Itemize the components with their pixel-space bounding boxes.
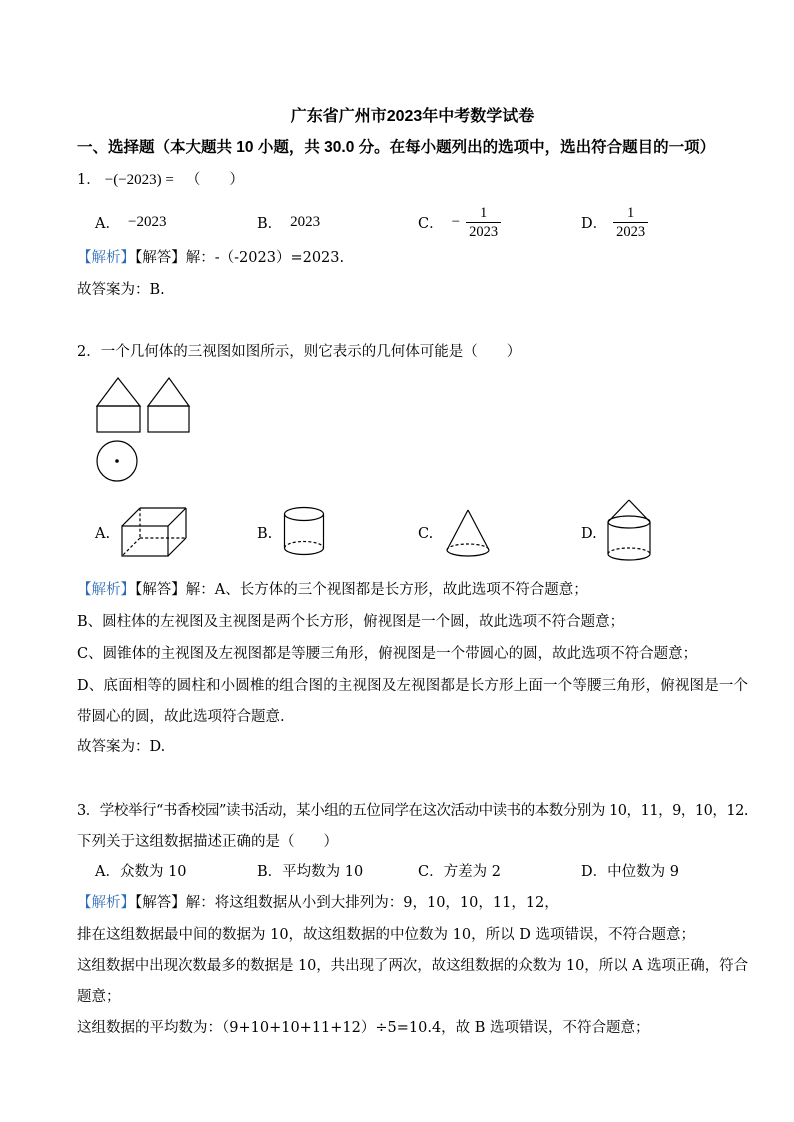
- q2-option-c-cone: [443, 506, 493, 562]
- q2-option-b-cylinder: [280, 502, 328, 562]
- q3-stem-line: 3．学校举行“书香校园”读书活动，某小组的五位同学在这次活动中读书的本数分别为 10，11，9，10，12.: [77, 803, 748, 819]
- q3-analysis-tag: 【解析】: [77, 895, 135, 911]
- q1-analysis: [77, 248, 748, 268]
- q1-option-d-denominator: 2023: [613, 222, 648, 240]
- q1-answer-blank: （ ）: [185, 172, 244, 188]
- q2-stem: 2．一个几何体的三视图如图所示，则它表示的几何体可能是（ ）: [77, 344, 522, 360]
- q3-solution-line: 题意；: [77, 989, 121, 1005]
- q3-option-b: B．平均数为 10: [257, 864, 364, 880]
- q3-option-a: A．众数为 10: [95, 864, 187, 880]
- q2-answer: 故答案为：D.: [77, 739, 166, 755]
- q2-three-view-figure: [90, 370, 202, 488]
- q1-option-d-label: D．: [581, 215, 608, 232]
- q3-solution-line: 这组数据中出现次数最多的数据是 10，共出现了两次，故这组数据的众数为 10，所以 A 选项正确，符合: [77, 958, 748, 974]
- q2-analysis: [77, 580, 748, 600]
- q2-option-c-label: C.: [418, 526, 434, 542]
- q1-option-c: [418, 204, 501, 240]
- page-title: 广东省广州市2023年中考数学试卷: [290, 108, 535, 125]
- q2-analysis-tag: 【解析】: [77, 582, 135, 598]
- q3-solution-line: 这组数据的平均数为：（9+10+10+11+12）÷5=10.4，故 B 选项错误，不符合题意；: [77, 1020, 650, 1036]
- q1-option-a-value: −2023: [127, 213, 167, 230]
- q1-stem: [77, 170, 748, 190]
- q2-solution-line: 带圆心的圆，故此选项符合题意.: [77, 709, 285, 725]
- q2-option-b-label: B.: [257, 526, 273, 542]
- q1-option-c-numerator: 1: [479, 204, 488, 221]
- q2-option-a-cuboid: [118, 502, 190, 562]
- q1-option-b-label: B．: [257, 215, 283, 232]
- q3-analysis: [77, 893, 748, 913]
- q3-solution-line: 排在这组数据最中间的数据为 10，故这组数据的中位数为 10，所以 D 选项错误，不符合题意；: [77, 927, 695, 943]
- q2-top-view: [97, 441, 137, 481]
- q2-option-d-cone-on-cylinder: [604, 496, 654, 562]
- q1-option-c-label: C．: [418, 215, 444, 232]
- q1-option-b-value: 2023: [290, 213, 321, 230]
- section-heading: 一、选择题（本大题共 10 小题，共 30.0 分。在每小题列出的选项中，选出符合题目的一项）: [77, 139, 716, 156]
- q1-expression: −(−2023) =: [104, 172, 174, 188]
- q3-solution-first: 【解答】解：将这组数据从小到大排列为：9，10，10，11，12，: [135, 895, 559, 911]
- q1-option-d-numerator: 1: [627, 204, 635, 221]
- q3-option-c: C．方差为 2: [418, 864, 501, 880]
- q1-answer: 故答案为：B.: [77, 282, 165, 298]
- q3-option-d: D．中位数为 9: [581, 864, 679, 880]
- q2-solution-line: B、圆柱体的左视图及主视图是两个长方形，俯视图是一个圆，故此选项不符合题意；: [77, 614, 625, 630]
- q2-solution-line: C、圆锥体的主视图及左视图都是等腰三角形，俯视图是一个带圆心的圆，故此选项不符合题意；: [77, 646, 698, 662]
- q2-side-view: [148, 378, 189, 432]
- q1-option-c-denominator: 2023: [466, 222, 501, 240]
- q2-option-d-label: D.: [581, 526, 597, 542]
- q1-analysis-tag: 【解析】: [77, 250, 135, 266]
- q2-front-view: [97, 378, 140, 432]
- q1-option-d: [581, 204, 648, 240]
- q1-option-d-fraction: [613, 205, 648, 240]
- q1-number: 1．: [77, 172, 101, 188]
- q2-solution-line: D、底面相等的圆柱和小圆椎的组合图的主视图及左视图都是长方形上面一个等腰三角形，俯视图是一个: [77, 678, 748, 694]
- q2-option-a-label: A.: [95, 526, 111, 542]
- q1-option-c-sign: −: [451, 213, 461, 230]
- q1-option-b: [257, 204, 320, 240]
- q1-option-a: [95, 204, 166, 240]
- q1-option-a-label: A．: [95, 215, 120, 232]
- q1-solution: 【解答】解：-（-2023）=2023.: [135, 250, 345, 266]
- q1-option-c-fraction: [466, 205, 501, 240]
- q3-stem-line: 下列关于这组数据描述正确的是（ ）: [77, 834, 338, 850]
- q2-solution-first: 【解答】解：A、长方体的三个视图都是长方形，故此选项不符合题意；: [135, 582, 588, 598]
